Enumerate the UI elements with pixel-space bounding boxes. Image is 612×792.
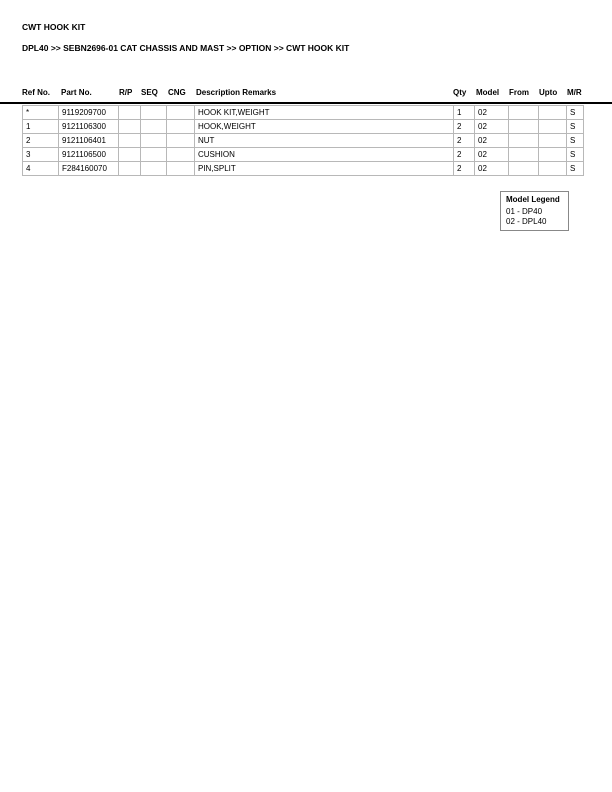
ref-no-cell: * [23, 106, 59, 120]
from-cell [509, 106, 539, 120]
column-header-part-no: Part No. [61, 88, 92, 97]
model-cell: 02 [475, 106, 509, 120]
model-legend-title: Model Legend [506, 195, 560, 204]
column-header-ref-no: Ref No. [22, 88, 50, 97]
qty-cell: 2 [454, 162, 475, 176]
rp-cell [119, 106, 141, 120]
part-no-cell: 9119209700 [59, 106, 119, 120]
model-legend [500, 191, 569, 231]
table-row [23, 162, 584, 176]
from-cell [509, 148, 539, 162]
seq-cell [141, 162, 167, 176]
header-divider [0, 102, 612, 104]
mr-cell: S [567, 162, 584, 176]
ref-no-cell: 2 [23, 134, 59, 148]
part-no-cell: 9121106401 [59, 134, 119, 148]
table-row [23, 148, 584, 162]
model-cell: 02 [475, 148, 509, 162]
cng-cell [167, 148, 195, 162]
column-header-cng: CNG [168, 88, 186, 97]
upto-cell [539, 134, 567, 148]
column-header-from: From [509, 88, 529, 97]
upto-cell [539, 148, 567, 162]
column-header-rp: R/P [119, 88, 133, 97]
part-no-cell: 9121106300 [59, 120, 119, 134]
table-row [23, 120, 584, 134]
rp-cell [119, 162, 141, 176]
from-cell [509, 162, 539, 176]
description-cell: HOOK KIT,WEIGHT [195, 106, 454, 120]
qty-cell: 1 [454, 106, 475, 120]
cng-cell [167, 134, 195, 148]
qty-cell: 2 [454, 148, 475, 162]
part-no-cell: F284160070 [59, 162, 119, 176]
upto-cell [539, 106, 567, 120]
qty-cell: 2 [454, 134, 475, 148]
seq-cell [141, 148, 167, 162]
cng-cell [167, 106, 195, 120]
qty-cell: 2 [454, 120, 475, 134]
part-no-cell: 9121106500 [59, 148, 119, 162]
seq-cell [141, 106, 167, 120]
table-row [23, 106, 584, 120]
cng-cell [167, 120, 195, 134]
model-cell: 02 [475, 134, 509, 148]
mr-cell: S [567, 120, 584, 134]
rp-cell [119, 120, 141, 134]
ref-no-cell: 1 [23, 120, 59, 134]
model-cell: 02 [475, 120, 509, 134]
description-cell: CUSHION [195, 148, 454, 162]
from-cell [509, 120, 539, 134]
column-header-qty: Qty [453, 88, 467, 97]
ref-no-cell: 3 [23, 148, 59, 162]
column-header-mr: M/R [567, 88, 582, 97]
seq-cell [141, 120, 167, 134]
column-header-description: Description Remarks [196, 88, 277, 97]
page-title: CWT HOOK KIT [22, 22, 86, 32]
description-cell: PIN,SPLIT [195, 162, 454, 176]
mr-cell: S [567, 148, 584, 162]
upto-cell [539, 120, 567, 134]
mr-cell: S [567, 134, 584, 148]
rp-cell [119, 134, 141, 148]
model-legend-entry: 02 - DPL40 [506, 217, 547, 226]
description-cell: NUT [195, 134, 454, 148]
seq-cell [141, 134, 167, 148]
column-header-model: Model [476, 88, 500, 97]
model-legend-entry: 01 - DP40 [506, 207, 543, 216]
table-row [23, 134, 584, 148]
cng-cell [167, 162, 195, 176]
parts-table [22, 105, 584, 176]
breadcrumb: DPL40 >> SEBN2696-01 CAT CHASSIS AND MAST >> OPTION >> CWT HOOK KIT [22, 43, 350, 53]
from-cell [509, 134, 539, 148]
column-header-upto: Upto [539, 88, 558, 97]
mr-cell: S [567, 106, 584, 120]
column-header-seq: SEQ [141, 88, 158, 97]
upto-cell [539, 162, 567, 176]
model-cell: 02 [475, 162, 509, 176]
rp-cell [119, 148, 141, 162]
description-cell: HOOK,WEIGHT [195, 120, 454, 134]
ref-no-cell: 4 [23, 162, 59, 176]
